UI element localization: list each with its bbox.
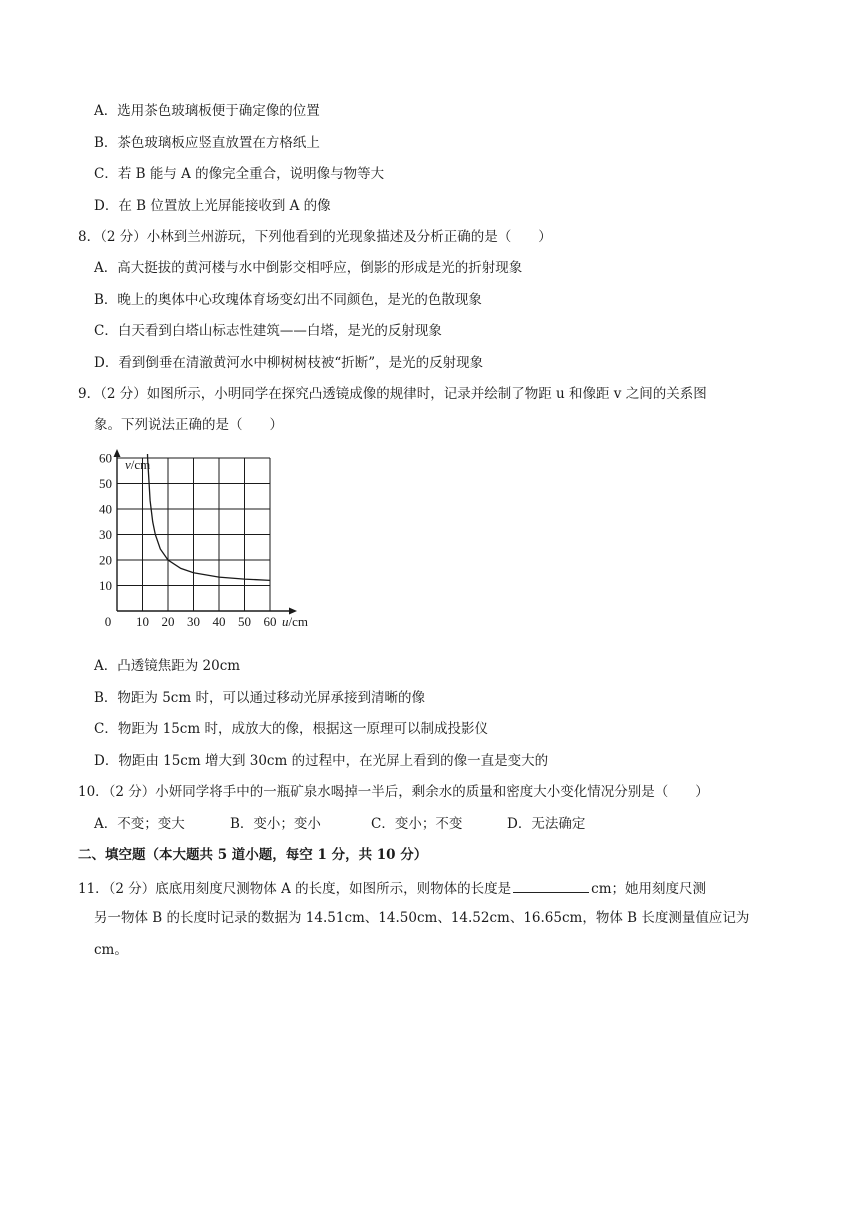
y-tick-label: 40	[99, 501, 112, 517]
q10-stem: 10．（2 分）小妍同学将手中的一瓶矿泉水喝掉一半后，剩余水的质量和密度大小变化情况分别是（ ）	[78, 784, 709, 800]
uv-graph	[90, 447, 330, 637]
x-tick-label: 10	[136, 614, 149, 629]
q10-option-b: B．变小；变小	[230, 816, 321, 832]
q11-line1-a: 11．（2 分）底底用刻度尺测物体 A 的长度，如图所示，则物体的长度是	[78, 881, 512, 897]
q9-stem-line2: 象。下列说法正确的是（ ）	[94, 417, 283, 433]
graph-axes	[114, 449, 298, 615]
q9-option-b: B．物距为 5cm 时，可以通过移动光屏承接到清晰的像	[94, 690, 425, 706]
x-tick-label: 30	[187, 614, 200, 629]
q9-option-a: A．凸透镜焦距为 20cm	[94, 658, 241, 674]
q7-option-d: D．在 B 位置放上光屏能接收到 A 的像	[94, 198, 331, 214]
x-tick-label: 50	[238, 614, 251, 629]
y-axis-arrow	[114, 449, 121, 457]
q8-option-b: B．晚上的奥体中心玫瑰体育场变幻出不同颜色，是光的色散现象	[94, 292, 482, 308]
q11-line3: cm。	[94, 942, 128, 958]
q11-blank-1[interactable]	[513, 877, 589, 893]
q10-option-d: D．无法确定	[507, 816, 586, 832]
q8-option-d: D．看到倒垂在清澈黄河水中柳树树枝被“折断”，是光的反射现象	[94, 355, 484, 371]
y-tick-label: 60	[99, 450, 112, 466]
q7-option-c: C．若 B 能与 A 的像完全重合，说明像与物等大	[94, 166, 385, 182]
section-heading-fill-blank: 二、填空题（本大题共 5 道小题，每空 1 分，共 10 分）	[78, 847, 428, 863]
x-tick-label: 0	[104, 614, 112, 629]
x-tick-label: 40	[212, 614, 226, 629]
q7-option-b: B．茶色玻璃板应竖直放置在方格纸上	[94, 135, 320, 151]
y-tick-label: 30	[99, 527, 112, 542]
x-tick-label: 20	[161, 614, 175, 629]
y-tick-label: 50	[99, 476, 112, 491]
q8-stem: 8．（2 分）小林到兰州游玩，下列他看到的光现象描述及分析正确的是（ ）	[78, 229, 552, 245]
y-tick-label: 10	[99, 578, 112, 593]
y-tick-labels	[99, 451, 112, 594]
y-axis-label: v/cm	[125, 457, 151, 472]
x-tick-label: 60	[263, 614, 277, 629]
x-axis-label: u/cm	[282, 614, 308, 629]
q11-line1-b: cm；她用刻度尺测	[591, 881, 707, 897]
y-tick-label: 20	[99, 552, 112, 568]
q11-line2: 另一物体 B 的长度时记录的数据为 14.51cm、14.50cm、14.52cm、16.65cm，物体 B 长度测量值应记为	[94, 910, 750, 926]
q9-option-d: D．物距由 15cm 增大到 30cm 的过程中，在光屏上看到的像一直是变大的	[94, 753, 549, 769]
q9-option-c: C．物距为 15cm 时，成放大的像，根据这一原理可以制成投影仪	[94, 721, 488, 737]
graph-grid	[117, 458, 270, 611]
q11-line1	[78, 877, 706, 899]
x-tick-labels	[105, 614, 277, 629]
q8-option-a: A．高大挺拔的黄河楼与水中倒影交相呼应，倒影的形成是光的折射现象	[94, 260, 523, 276]
q10-option-a: A．不变；变大	[94, 816, 185, 832]
q7-option-a: A．选用茶色玻璃板便于确定像的位置	[94, 103, 320, 119]
q8-option-c: C．白天看到白塔山标志性建筑——白塔，是光的反射现象	[94, 323, 442, 339]
q10-option-c: C．变小；不变	[371, 816, 463, 832]
q9-stem-line1: 9．（2 分）如图所示，小明同学在探究凸透镜成像的规律时，记录并绘制了物距 u 和像距 v 之间的关系图	[78, 386, 707, 402]
